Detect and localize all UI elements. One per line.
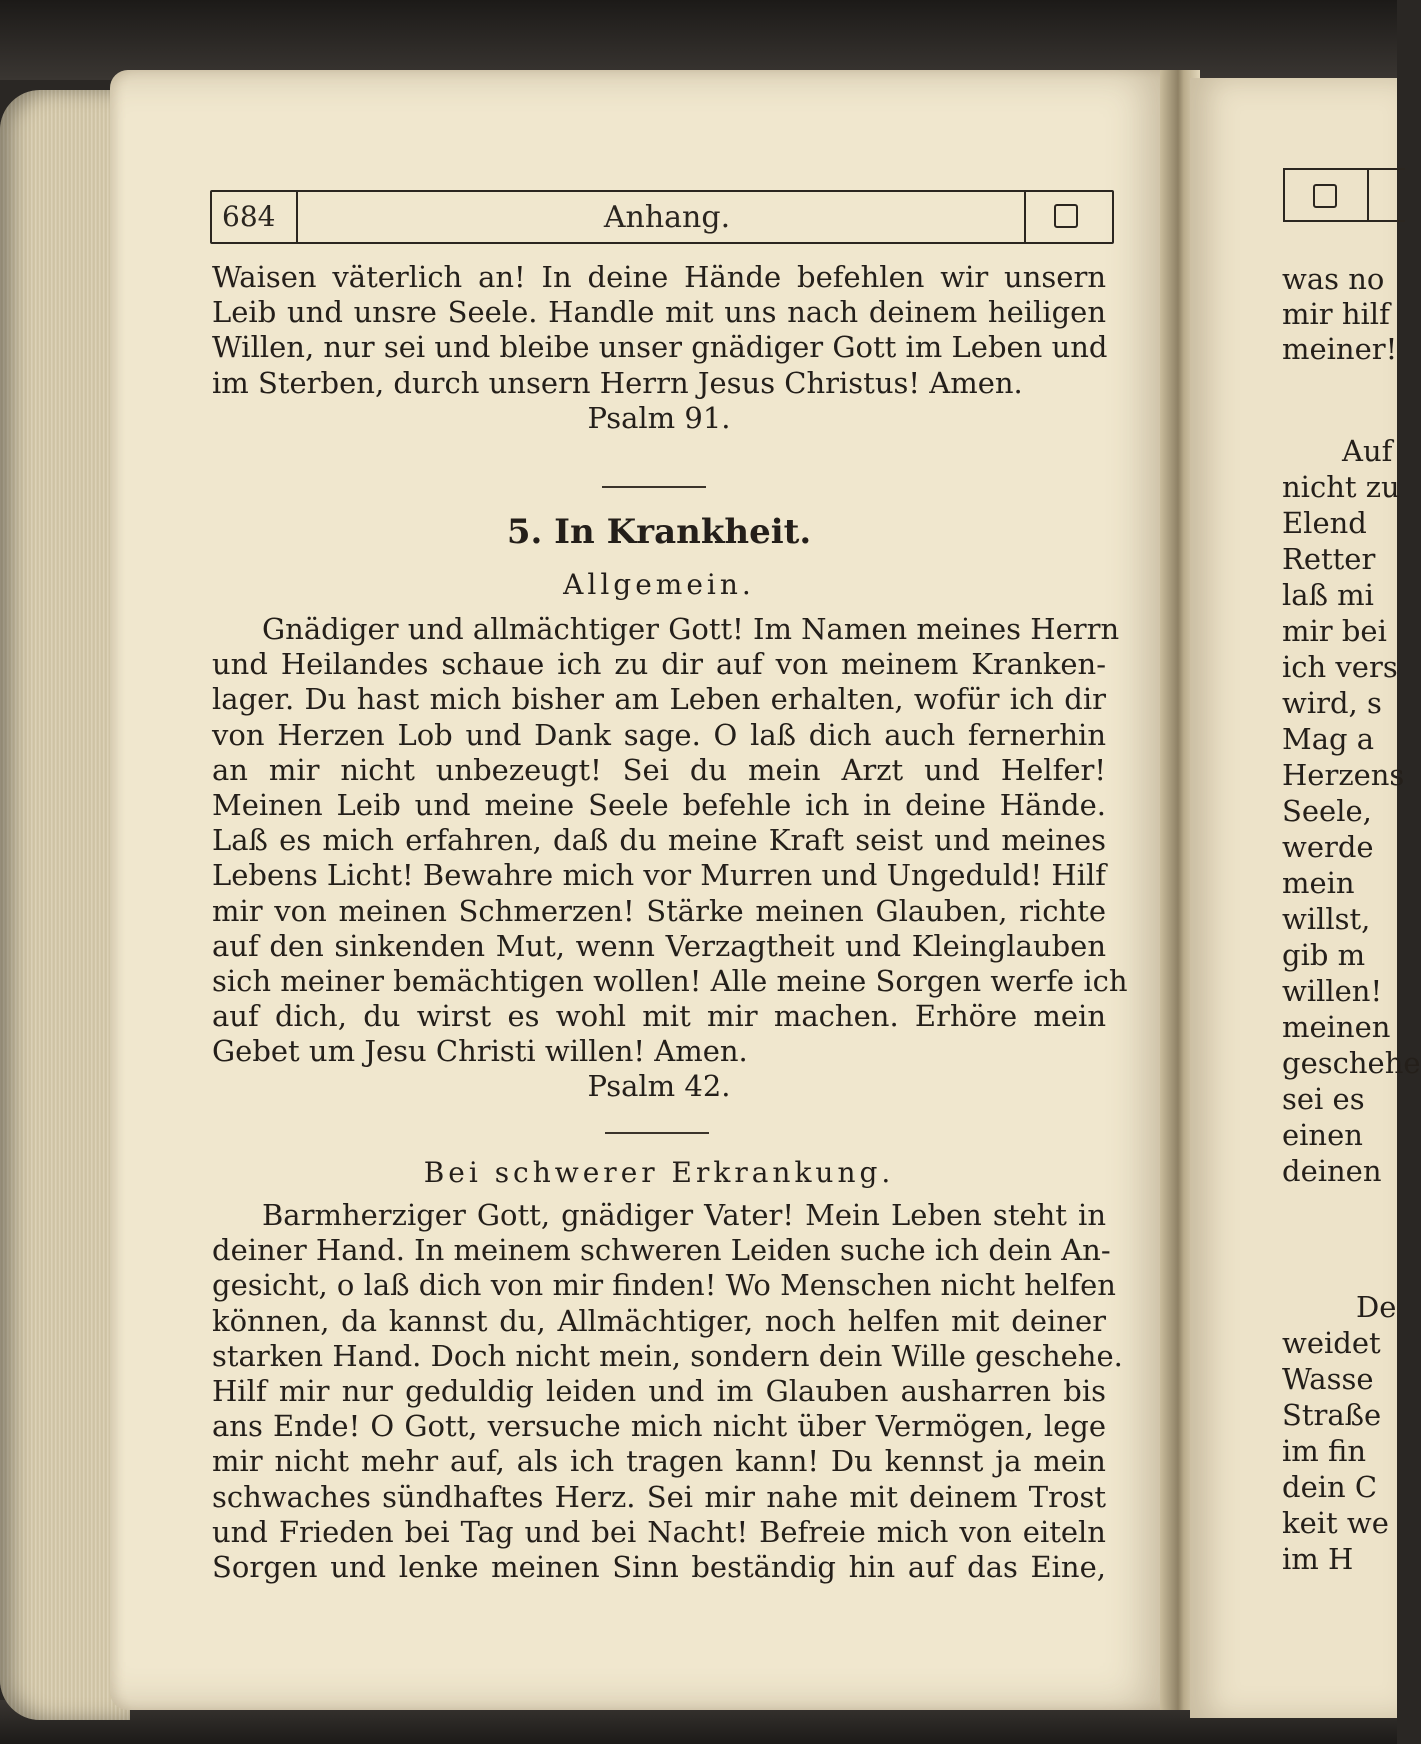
right-page-text: weidet (1282, 1326, 1381, 1360)
right-page-text: willen! (1282, 974, 1383, 1008)
text-line: von Herzen Lob und Dank sage. O laß dich auch fernerhin (212, 717, 1106, 752)
subsection-title: Allgemein. (563, 568, 755, 601)
text-line: im Sterben, durch unsern Herrn Jesus Christus! Amen. (212, 365, 1023, 400)
text-line: können, da kannst du, Allmächtiger, noch helfen mit deiner (212, 1303, 1106, 1338)
section-title: 5. In Krankheit. (506, 512, 812, 552)
text-line: an mir nicht unbezeugt! Sei du mein Arzt und Helfer! (212, 752, 1106, 787)
right-page-text: Mag a (1282, 722, 1375, 756)
right-page-text: deinen (1282, 1154, 1382, 1188)
text-line: Willen, nur sei und bleibe unser gnädiger Gott im Leben und (212, 330, 1108, 365)
prayer-severe-illness (212, 1198, 1123, 1585)
subsection-title: Bei schwerer Erkrankung. (423, 1156, 895, 1189)
page-number: 684 (222, 200, 276, 233)
right-page-text: meinen (1282, 1010, 1391, 1044)
right-page-text: im fin (1282, 1434, 1367, 1468)
square-ornament-icon (1313, 184, 1337, 208)
text-line: auf dich, du wirst es wohl mit mir machen. Erhöre mein (212, 999, 1106, 1034)
right-page-text: Herzens (1282, 758, 1405, 792)
text-line: Barmherziger Gott, gnädiger Vater! Mein Leben steht in (262, 1198, 1106, 1232)
separator-rule (605, 1132, 709, 1134)
text-line: sich meiner bemächtigen wollen! Alle meine Sorgen werfe ich (212, 963, 1128, 998)
right-page-text: mir bei (1282, 614, 1387, 648)
right-page-header (1283, 168, 1405, 222)
text-line: lager. Du hast mich bisher am Leben erhalten, wofür ich dir (212, 682, 1106, 717)
page-header (210, 190, 1114, 244)
right-page-text: Retter (1282, 542, 1376, 576)
text-line: schwaches sündhaftes Herz. Sei mir nahe mit deinem Trost (212, 1479, 1106, 1514)
text-line: Laß es mich erfahren, daß du meine Kraft seist und meines (212, 823, 1106, 858)
text-line: Hilf mir nur geduldig leiden und im Glauben ausharren bis (212, 1373, 1106, 1408)
right-page-text: nicht zu (1282, 470, 1400, 504)
text-line: mir nicht mehr auf, als ich tragen kann! Du kennst ja mein (212, 1444, 1106, 1479)
text-line: gesicht, o laß dich von mir finden! Wo Menschen nicht helfen (212, 1268, 1116, 1303)
text-line: ans Ende! O Gott, versuche mich nicht über Vermögen, lege (212, 1409, 1106, 1444)
running-head: Anhang. (603, 200, 731, 235)
right-page-text: Elend (1282, 506, 1367, 540)
right-page-text: im H (1282, 1542, 1354, 1576)
text-line: deiner Hand. In meinem schweren Leiden suche ich dein An- (212, 1233, 1111, 1268)
text-line: Waisen väterlich an! In deine Hände befehlen wir unsern (212, 260, 1106, 294)
text-line: Meinen Leib und meine Seele befehle ich in deine Hände. (212, 787, 1106, 822)
text-line: und Frieden bei Tag und bei Nacht! Befreie mich von eiteln (212, 1514, 1106, 1549)
separator-rule (602, 486, 706, 488)
text-line: starken Hand. Doch nicht mein, sondern dein Wille geschehe. (212, 1338, 1123, 1373)
right-page-text: gib m (1282, 938, 1366, 972)
right-page-text: Straße (1282, 1398, 1382, 1432)
right-page-text: meiner! (1282, 332, 1398, 366)
right-page-text: mein (1282, 866, 1355, 900)
text-line: und Heilandes schaue ich zu dir auf von meinem Kranken- (212, 647, 1106, 682)
right-page-text: wird, s (1282, 686, 1382, 720)
right-page-text: werde (1282, 830, 1374, 864)
text-line: Sorgen und lenke meinen Sinn beständig hin auf das Eine, (212, 1549, 1106, 1584)
text-line: Gnädiger und allmächtiger Gott! Im Namen meines Herrn (262, 612, 1120, 646)
text-line: Leib und unsre Seele. Handle mit uns nach deinem heiligen (212, 295, 1106, 330)
text-line: mir von meinen Schmerzen! Stärke meinen Glauben, richte (212, 893, 1106, 928)
psalm-reference: Psalm 91. (587, 400, 731, 435)
square-ornament-icon (1054, 204, 1078, 228)
header-divider (1367, 170, 1369, 220)
right-page-text: laß mi (1282, 578, 1374, 612)
text-line: Lebens Licht! Bewahre mich vor Murren und Ungeduld! Hilf (212, 858, 1106, 893)
right-page-text: willst, (1282, 902, 1371, 936)
background-top (0, 0, 1397, 80)
right-page-text: De (1356, 1290, 1397, 1324)
right-page-text: ich vers (1282, 650, 1398, 684)
text-line: auf den sinkenden Mut, wenn Verzagtheit und Kleinglauben (212, 928, 1106, 963)
right-page-text: geschehe (1282, 1046, 1421, 1080)
right-page-text: Auf (1342, 434, 1393, 468)
right-page-text: Wasse (1282, 1362, 1374, 1396)
right-page-text: dein C (1282, 1470, 1378, 1504)
text-line: Gebet um Jesu Christi willen! Amen. (212, 1034, 748, 1069)
right-page-text: keit we (1282, 1506, 1389, 1540)
right-page-text: sei es (1282, 1082, 1365, 1116)
right-page-text: Seele, (1282, 794, 1372, 828)
header-divider (1024, 192, 1026, 242)
psalm-reference: Psalm 42. (587, 1069, 731, 1104)
right-page-text: was no (1282, 262, 1385, 296)
right-page-text: mir hilf (1282, 297, 1390, 331)
intro-paragraph (212, 260, 1106, 436)
prayer-general (212, 612, 1128, 1105)
right-page-text: einen (1282, 1118, 1363, 1152)
